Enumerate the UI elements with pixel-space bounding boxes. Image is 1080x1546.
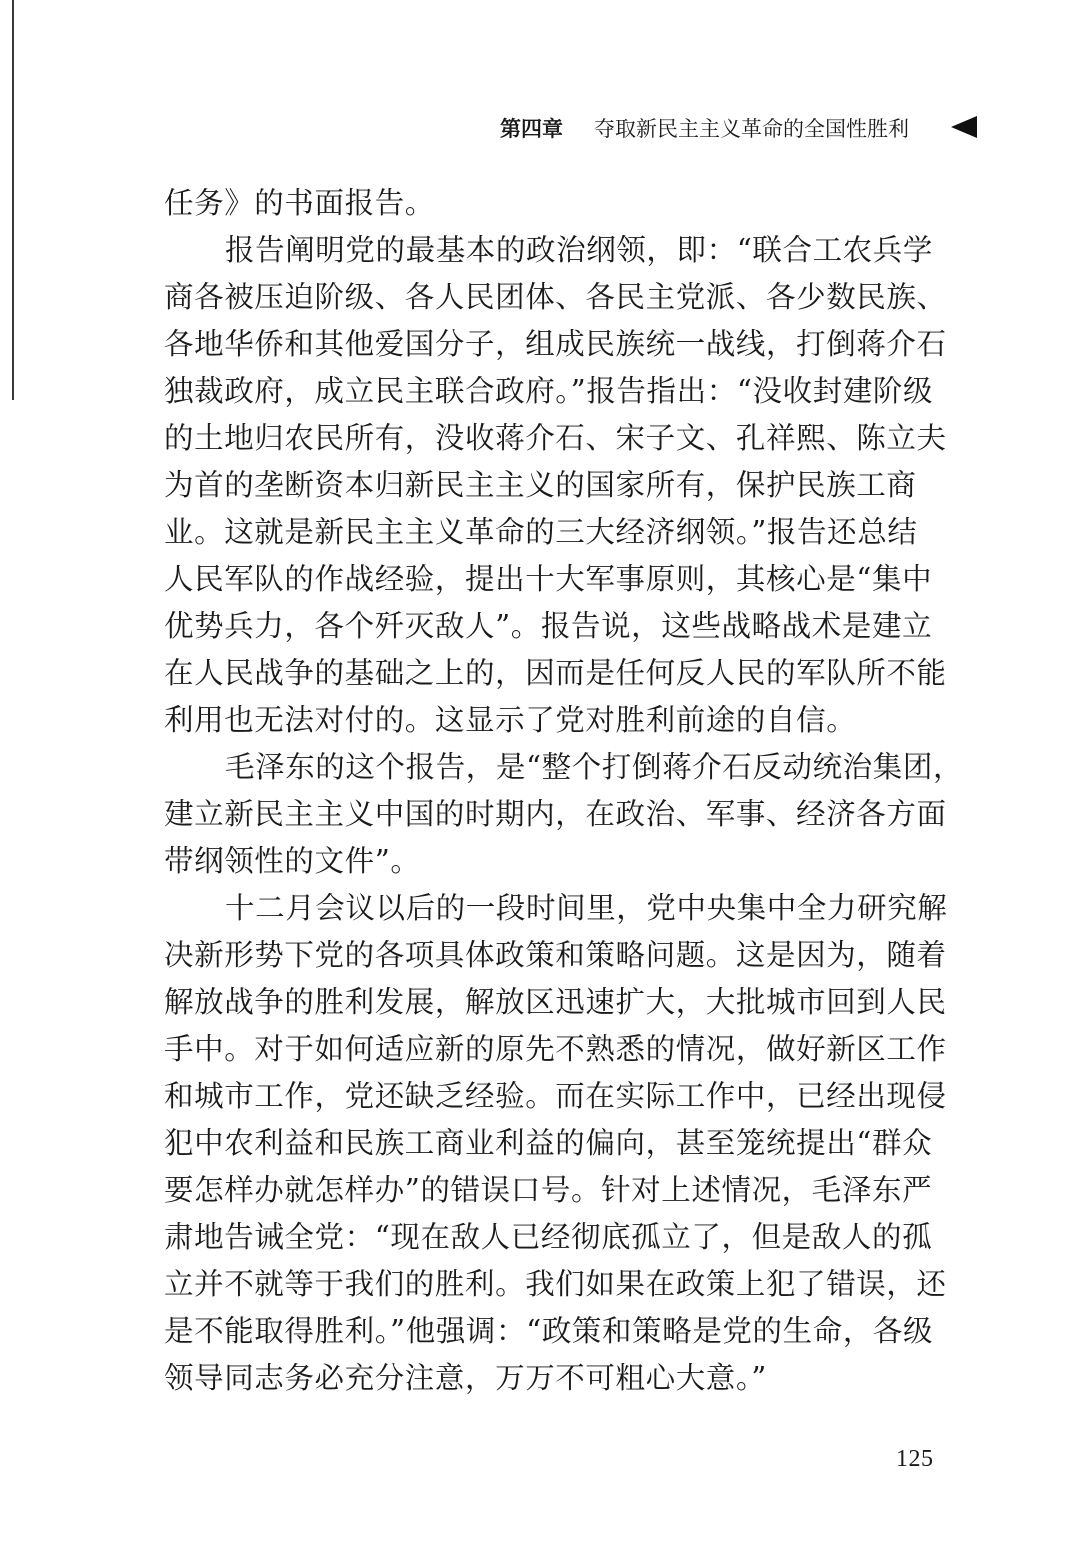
text-line: 商各被压迫阶级、各人民团体、各民主党派、各少数民族、	[164, 280, 947, 314]
text-line: 立并不就等于我们的胜利。我们如果在政策上犯了错误，还	[164, 1267, 947, 1301]
page-edge-line	[12, 0, 14, 400]
text-line: 各地华侨和其他爱国分子，组成民族统一战线，打倒蒋介石	[164, 327, 947, 361]
text-line: 解放战争的胜利发展，解放区迅速扩大，大批城市回到人民	[164, 985, 947, 1019]
body-text	[164, 180, 964, 1402]
text-line: 肃地告诫全党：“现在敌人已经彻底孤立了，但是敌人的孤	[164, 1220, 933, 1254]
text-line: 独裁政府，成立民主联合政府。”报告指出：“没收封建阶级	[164, 374, 934, 408]
text-line: 带纲领性的文件”。	[164, 844, 421, 878]
text-line: 业。这就是新民主主义革命的三大经济纲领。”报告还总结	[164, 515, 918, 549]
text-line: 犯中农利益和民族工商业利益的偏向，甚至笼统提出“群众	[164, 1126, 933, 1160]
text-line: 要怎样办就怎样办”的错误口号。针对上述情况，毛泽东严	[164, 1173, 933, 1207]
text-line: 为首的垄断资本归新民主主义的国家所有，保护民族工商	[164, 468, 917, 502]
running-header	[500, 113, 1080, 147]
text-line: 建立新民主主义中国的时期内，在政治、军事、经济各方面	[164, 797, 947, 831]
text-line: 和城市工作，党还缺乏经验。而在实际工作中，已经出现侵	[164, 1079, 947, 1113]
text-line: 领导同志务必充分注意，万万不可粗心大意。”	[164, 1361, 767, 1395]
header-title: 夺取新民主主义革命的全国性胜利	[594, 117, 909, 141]
text-line: 的土地归农民所有，没收蒋介石、宋子文、孔祥熙、陈立夫	[164, 421, 947, 455]
text-line: 人民军队的作战经验，提出十大军事原则，其核心是“集中	[164, 562, 933, 596]
text-line: 优势兵力，各个歼灭敌人”。报告说，这些战略战术是建立	[164, 609, 933, 643]
text-line: 报告阐明党的最基本的政治纲领，即：“联合工农兵学	[225, 233, 933, 267]
text-line: 十二月会议以后的一段时间里，党中央集中全力研究解	[225, 891, 948, 925]
text-line: 决新形势下党的各项具体政策和策略问题。这是因为，随着	[164, 938, 947, 972]
text-line: 利用也无法对付的。这显示了党对胜利前途的自信。	[164, 703, 857, 737]
text-line: 毛泽东的这个报告，是“整个打倒蒋介石反动统治集团，	[225, 750, 964, 784]
text-line: 手中。对于如何适应新的原先不熟悉的情况，做好新区工作	[164, 1032, 947, 1066]
text-line: 是不能取得胜利。”他强调：“政策和策略是党的生命，各级	[164, 1314, 934, 1348]
text-line: 在人民战争的基础之上的，因而是任何反人民的军队所不能	[164, 656, 947, 690]
left-triangle-icon	[951, 116, 977, 138]
text-line: 任务》的书面报告。	[164, 186, 435, 220]
header-chapter: 第四章	[500, 117, 563, 141]
page-number: 125	[896, 1446, 934, 1472]
